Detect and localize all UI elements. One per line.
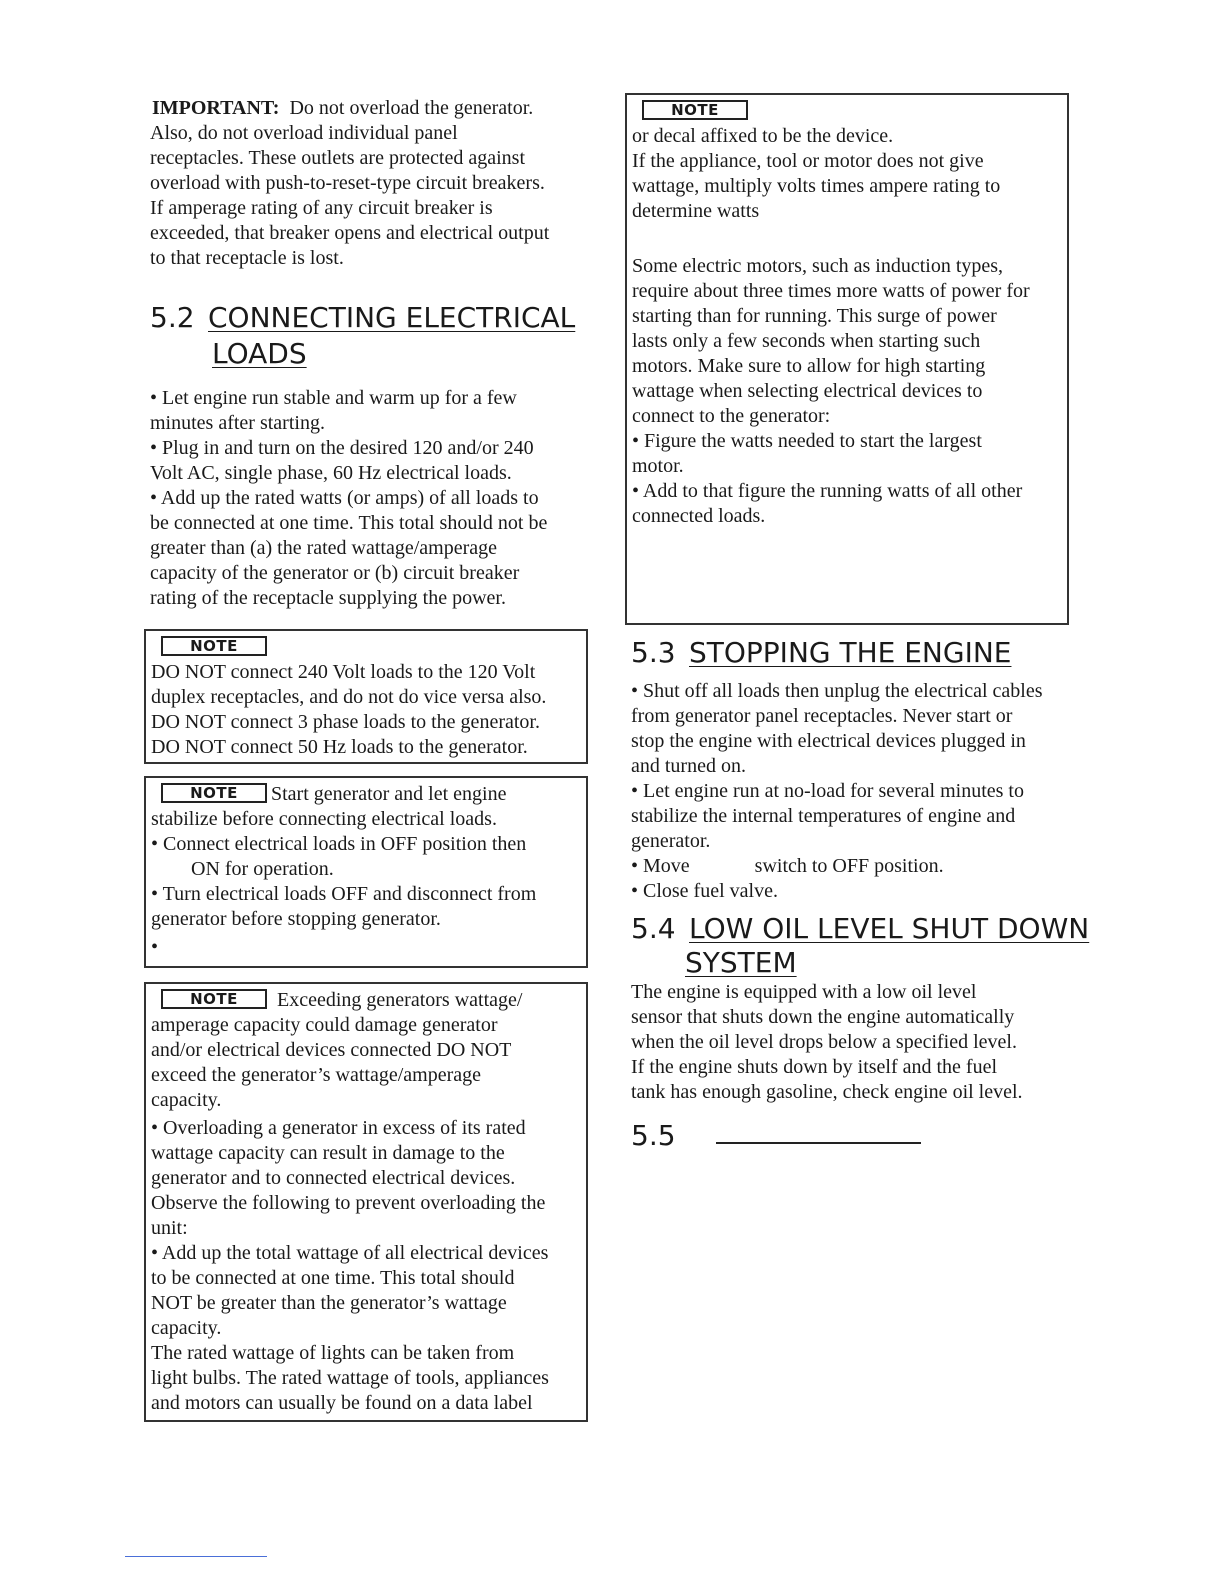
note-line: Some electric motors, such as induction types,	[632, 255, 1004, 277]
body-line: • Move switch to OFF position.	[631, 855, 944, 877]
note-line: wattage when selecting electrical devices to	[632, 380, 983, 402]
body-line: minutes after starting.	[150, 412, 325, 434]
important-line: Also, do not overload individual panel	[150, 122, 458, 144]
note-badge: NOTE	[161, 783, 267, 803]
note-line: generator and to connected electrical devices.	[151, 1167, 516, 1189]
body-line: stabilize the internal temperatures of engine and	[631, 805, 1016, 827]
body-line: rating of the receptacle supplying the power.	[150, 587, 506, 609]
section-5-2-body	[150, 386, 590, 611]
note-box-start: NOTE Start generator and let engine stabilize before connecting electrical loads. • Connect electrical loads in OFF position then ON for operation. • Turn electrical loads OFF and disconnect from generator before stopping generator. •	[144, 776, 588, 968]
note-line: •	[151, 936, 159, 958]
body-line: from generator panel receptacles. Never start or	[631, 705, 1013, 727]
note-line: wattage, multiply volts times ampere rating to	[632, 175, 1001, 197]
body-line: The engine is equipped with a low oil level	[631, 981, 977, 1003]
blank-title-line	[716, 1118, 921, 1144]
note-line: or decal affixed to be the device.	[632, 125, 894, 147]
body-line: Volt AC, single phase, 60 Hz electrical loads.	[150, 462, 512, 484]
footer-rule	[125, 1556, 267, 1557]
note-line: to be connected at one time. This total should	[151, 1267, 515, 1289]
body-line: • Shut off all loads then unplug the electrical cables	[631, 680, 1043, 702]
note-line: motors. Make sure to allow for high starting	[632, 355, 986, 377]
section-5-2-heading: 5.2 CONNECTING ELECTRICAL LOADS	[150, 301, 576, 370]
note-line: motor.	[632, 455, 684, 477]
important-line: to that receptacle is lost.	[150, 247, 344, 269]
note-line: generator before stopping generator.	[151, 908, 441, 930]
note-line: • Overloading a generator in excess of its rated	[151, 1117, 526, 1139]
note-line: duplex receptacles, and do not do vice versa also.	[151, 686, 547, 708]
note-line: unit:	[151, 1217, 188, 1239]
section-5-3-heading: 5.3 STOPPING THE ENGINE	[631, 636, 1012, 669]
body-line: stop the engine with electrical devices plugged in	[631, 730, 1026, 752]
body-line: • Close fuel valve.	[631, 880, 778, 902]
note-line: and/or electrical devices connected DO NOT	[151, 1039, 512, 1061]
note-line: light bulbs. The rated wattage of tools, appliances	[151, 1367, 549, 1389]
note-line: capacity.	[151, 1089, 222, 1111]
body-line: If the engine shuts down by itself and the fuel	[631, 1056, 998, 1078]
section-5-4-body	[631, 980, 1081, 1105]
important-line: exceeded, that breaker opens and electrical output	[150, 222, 550, 244]
note-line: stabilize before connecting electrical loads.	[151, 808, 497, 830]
note-line: connected loads.	[632, 505, 766, 527]
important-line: If amperage rating of any circuit breaker is	[150, 197, 493, 219]
body-line: capacity of the generator or (b) circuit breaker	[150, 562, 520, 584]
note-line: and motors can usually be found on a data label	[151, 1392, 533, 1414]
section-5-4-heading: 5.4 LOW OIL LEVEL SHUT DOWN SYSTEM	[631, 912, 1090, 979]
note-line: NOT be greater than the generator’s wattage	[151, 1292, 507, 1314]
note-line: starting than for running. This surge of power	[632, 305, 997, 327]
note-badge: NOTE	[161, 989, 267, 1009]
note-line: The rated wattage of lights can be taken from	[151, 1342, 515, 1364]
body-line: be connected at one time. This total should not be	[150, 512, 548, 534]
note-line: exceed the generator’s wattage/amperage	[151, 1064, 481, 1086]
note-line: If the appliance, tool or motor does not give	[632, 150, 984, 172]
note-box-voltage	[144, 629, 588, 764]
note-line: lasts only a few seconds when starting such	[632, 330, 981, 352]
note-line: • Connect electrical loads in OFF position then	[151, 833, 527, 855]
note-line: capacity.	[151, 1317, 222, 1339]
body-line: and turned on.	[631, 755, 746, 777]
note-badge: NOTE	[161, 636, 267, 656]
body-line: • Let engine run stable and warm up for a few	[150, 387, 517, 409]
note-line: ON for operation.	[191, 858, 334, 880]
section-5-3-body	[631, 679, 1081, 904]
important-line: receptacles. These outlets are protected against	[150, 147, 526, 169]
note-line: DO NOT connect 3 phase loads to the generator.	[151, 711, 540, 733]
note-box-wattage	[625, 93, 1069, 625]
note-line: require about three times more watts of power for	[632, 280, 1030, 302]
note-line: • Add to that figure the running watts of all other	[632, 480, 1023, 502]
important-paragraph: IMPORTANT: Do not overload the generator. Also, do not overload individual panel receptacles. These outlets are protected against overload with push-to-reset-type circuit breakers. If amperage rating of any circuit breaker is exceeded, that breaker opens and electrical output to that receptacle is lost.	[150, 96, 590, 271]
body-line: • Let engine run at no-load for several minutes to	[631, 780, 1024, 802]
note-line: amperage capacity could damage generator	[151, 1014, 498, 1036]
note-line: determine watts	[632, 200, 760, 222]
body-line: sensor that shuts down the engine automatically	[631, 1006, 1015, 1028]
body-line: • Plug in and turn on the desired 120 and/or 240	[150, 437, 534, 459]
important-label: IMPORTANT:	[152, 97, 280, 119]
note-line: • Add up the total wattage of all electrical devices	[151, 1242, 549, 1264]
note-line: wattage capacity can result in damage to the	[151, 1142, 505, 1164]
note-line: DO NOT connect 240 Volt loads to the 120 Volt	[151, 661, 536, 683]
important-line: overload with push-to-reset-type circuit breakers.	[150, 172, 545, 194]
body-line: greater than (a) the rated wattage/amperage	[150, 537, 498, 559]
body-line: • Add up the rated watts (or amps) of all loads to	[150, 487, 539, 509]
note-badge: NOTE	[642, 100, 748, 120]
body-line: tank has enough gasoline, check engine oil level.	[631, 1081, 1023, 1103]
note-box-overload: NOTE Exceeding generators wattage/ amperage capacity could damage generator and/or electrical devices connected DO NOT exceed the generator’s wattage/amperage capacity. • Overloading a generator in excess of its rated wattage capacity can result in damage to the generator and to connected electrical devices. Observe the following to prevent overloading the unit: • Add up the total wattage of all electrical devices to be connected at one time. This total should NOT be greater than the generator’s wattage capacity. The rated wattage of lights can be taken from light bulbs. The rated wattage of tools, appliances and motors can usually be found on a data label	[144, 982, 588, 1422]
note-line: Observe the following to prevent overloading the	[151, 1192, 546, 1214]
body-line: generator.	[631, 830, 711, 852]
section-5-5-heading: 5.5	[631, 1118, 921, 1154]
body-line: when the oil level drops below a specified level.	[631, 1031, 1017, 1053]
note-line: DO NOT connect 50 Hz loads to the generator.	[151, 736, 528, 758]
note-line: • Figure the watts needed to start the largest	[632, 430, 982, 452]
note-line: connect to the generator:	[632, 405, 831, 427]
note-line: • Turn electrical loads OFF and disconnect from	[151, 883, 537, 905]
